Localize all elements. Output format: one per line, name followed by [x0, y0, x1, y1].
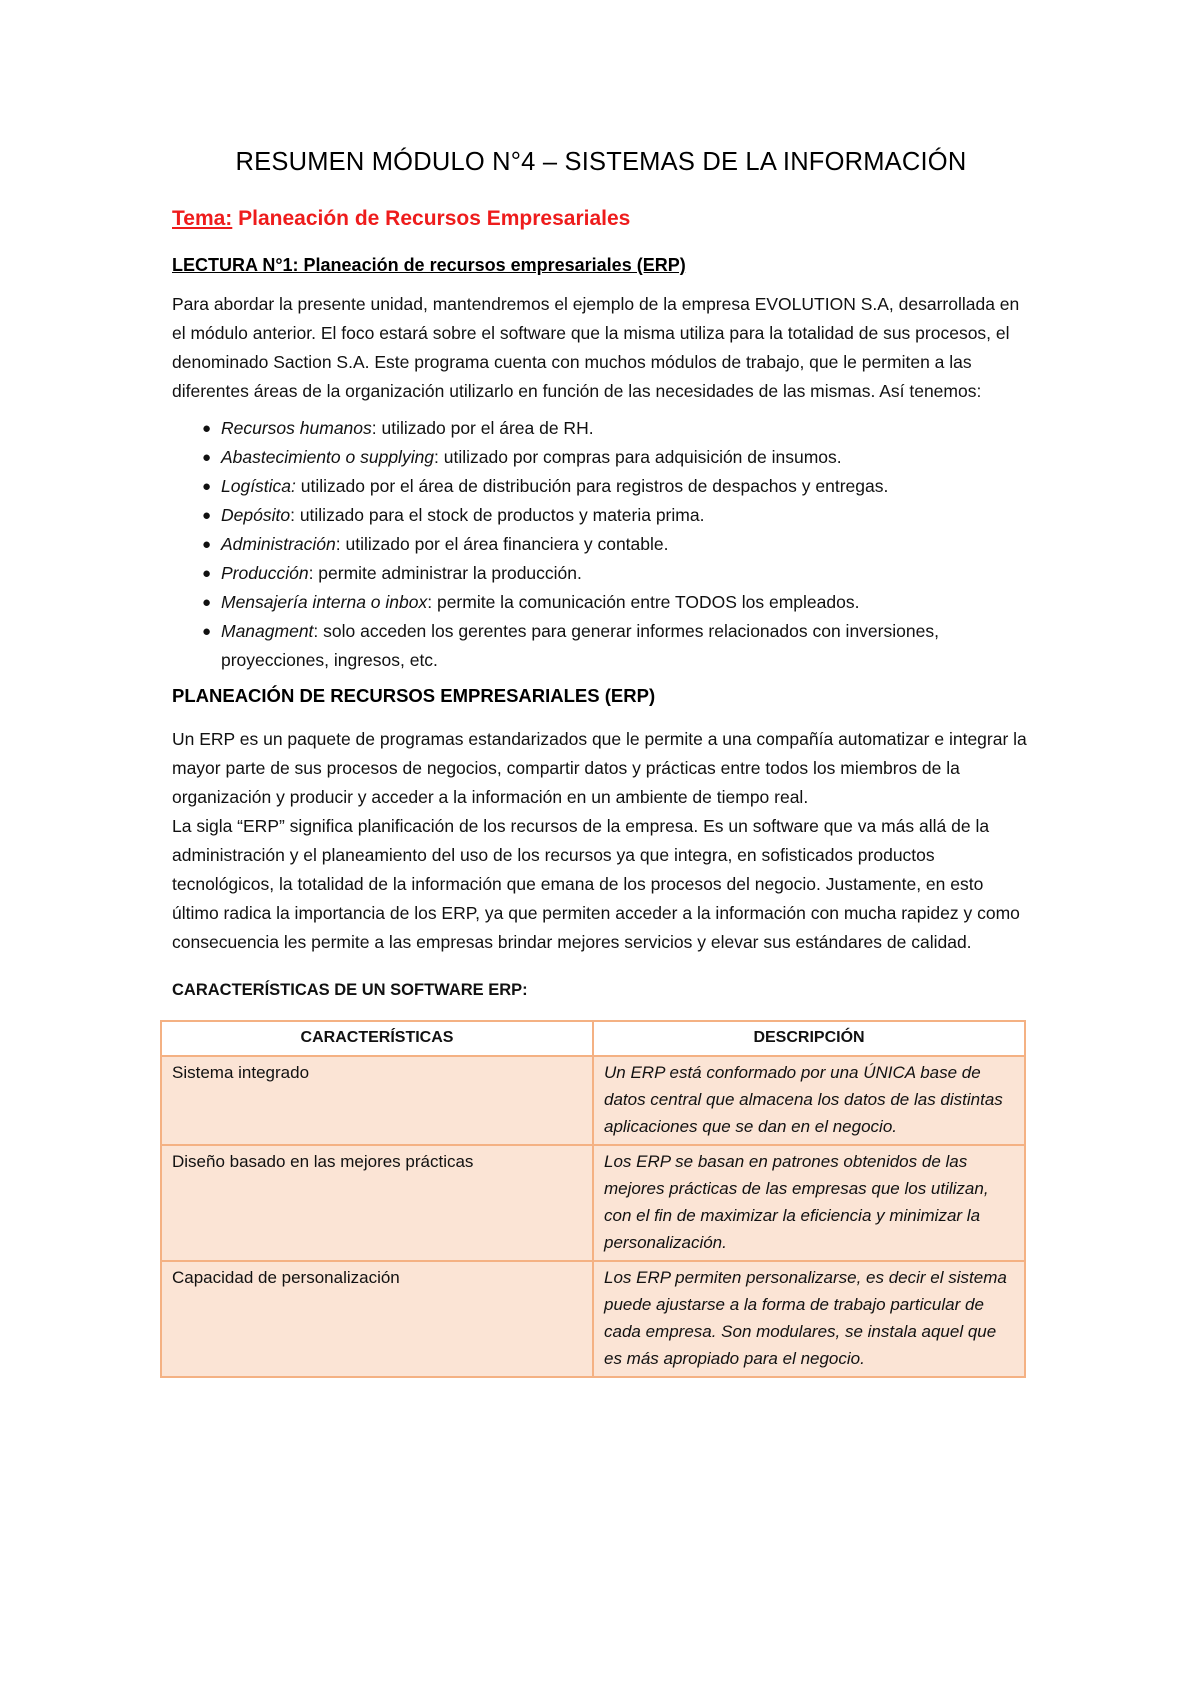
feature-description: Los ERP permiten personalizarse, es decir el sistema puede ajustarse a la forma de trabajo particular de cada empresa. Son modulares, se instala aquel que es más apropiado para el negocio. — [593, 1261, 1025, 1377]
module-description: utilizado por compras para adquisición de insumos. — [443, 447, 842, 467]
bullet-icon: ● — [202, 449, 212, 466]
feature-name: Capacidad de personalización — [161, 1261, 593, 1377]
erp-heading: PLANEACIÓN DE RECURSOS EMPRESARIALES (ERP) — [172, 685, 656, 706]
module-name: Depósito — [221, 505, 291, 525]
features-heading: CARACTERÍSTICAS DE UN SOFTWARE ERP: — [172, 981, 528, 999]
module-name: Producción — [221, 563, 309, 583]
module-name: Logística: — [221, 476, 296, 496]
module-description: utilizado para el stock de productos y materia prima. — [299, 505, 705, 525]
module-description: permite administrar la producción. — [318, 563, 582, 583]
bullet-icon: ● — [202, 420, 212, 437]
module-name: Recursos humanos — [221, 418, 372, 438]
list-item: ● Administración: utilizado por el área financiera y contable. — [172, 530, 1030, 559]
module-description: utilizado por el área de distribución para registros de despachos y entregas. — [300, 476, 889, 496]
bullet-icon: ● — [202, 478, 212, 495]
intro-paragraph: Para abordar la presente unidad, mantendremos el ejemplo de la empresa EVOLUTION S.A, desarrollada en el módulo anterior. El foco estará sobre el software que la misma utiliza para la totalidad de sus procesos, el denominado Saction S.A. Este programa cuenta con muchos módulos de trabajo, que le permiten a las diferentes áreas de la organización utilizarlo en función de las necesidades de las mismas. Así tenemos: — [172, 294, 1020, 401]
bullet-icon: ● — [202, 594, 212, 611]
list-item: ● Recursos humanos: utilizado por el área de RH. — [172, 414, 1030, 443]
module-description: permite la comunicación entre TODOS los empleados. — [436, 592, 860, 612]
list-item: ● Mensajería interna o inbox: permite la comunicación entre TODOS los empleados. — [172, 588, 1030, 617]
list-item: ● Producción: permite administrar la producción. — [172, 559, 1030, 588]
list-item — [172, 472, 1030, 501]
table-row — [161, 1056, 1025, 1145]
document-title: RESUMEN MÓDULO N°4 – SISTEMAS DE LA INFORMACIÓN — [235, 148, 967, 176]
bullet-icon: ● — [202, 565, 212, 582]
list-item: ● Abastecimiento o supplying: utilizado por compras para adquisición de insumos. — [172, 443, 1030, 472]
topic-line — [172, 207, 1030, 231]
reading-heading: LECTURA N°1: Planeación de recursos empresariales (ERP) — [172, 255, 686, 275]
features-table — [160, 1020, 1026, 1378]
module-name: Abastecimiento o supplying — [221, 447, 435, 467]
feature-name: Sistema integrado — [161, 1056, 593, 1145]
list-item: ● Managment: solo acceden los gerentes para generar informes relacionados con inversiones, proyecciones, ingresos, etc. — [172, 617, 1030, 675]
table-header-row — [161, 1021, 1025, 1056]
column-header-description: DESCRIPCIÓN — [593, 1021, 1025, 1056]
feature-description: Un ERP está conformado por una ÚNICA base de datos central que almacena los datos de las distintas aplicaciones que se dan en el negocio. — [593, 1056, 1025, 1145]
table-row — [161, 1261, 1025, 1377]
feature-name: Diseño basado en las mejores prácticas — [161, 1145, 593, 1261]
module-name: Administración — [221, 534, 336, 554]
feature-description: Los ERP se basan en patrones obtenidos de las mejores prácticas de las empresas que los utilizan, con el fin de maximizar la eficiencia y minimizar la personalización. — [593, 1145, 1025, 1261]
erp-paragraph-1: Un ERP es un paquete de programas estandarizados que le permite a una compañía automatizar e integrar la mayor parte de sus procesos de negocios, compartir datos y prácticas entre todos los miembros de la organización y producir y acceder a la información en un ambiente de tiempo real. — [172, 729, 1027, 807]
list-item: ● Depósito: utilizado para el stock de productos y materia prima. — [172, 501, 1030, 530]
module-description: solo acceden los gerentes para generar informes relacionados con inversiones, proyecciones, ingresos, etc. — [221, 621, 939, 670]
column-header-characteristics: CARACTERÍSTICAS — [161, 1021, 593, 1056]
module-name: Mensajería interna o inbox — [221, 592, 428, 612]
module-description: utilizado por el área financiera y contable. — [345, 534, 669, 554]
bullet-icon: ● — [202, 623, 212, 640]
topic-text: Planeación de Recursos Empresariales — [232, 207, 631, 230]
module-description: utilizado por el área de RH. — [381, 418, 594, 438]
bullet-icon: ● — [202, 536, 212, 553]
bullet-icon: ● — [202, 507, 212, 524]
erp-paragraph-2: La sigla “ERP” significa planificación de los recursos de la empresa. Es un software que va más allá de la administración y el planeamiento del uso de los recursos ya que integra, en sofisticados productos tecnológicos, la totalidad de la información que emana de los procesos del negocio. Justamente, en esto último radica la importancia de los ERP, ya que permiten acceder a la información con mucha rapidez y como consecuencia les permite a las empresas brindar mejores servicios y elevar sus estándares de calidad. — [172, 816, 1020, 952]
topic-label: Tema: — [172, 207, 233, 230]
table-row — [161, 1145, 1025, 1261]
module-list — [172, 414, 1030, 675]
module-name: Managment — [221, 621, 314, 641]
